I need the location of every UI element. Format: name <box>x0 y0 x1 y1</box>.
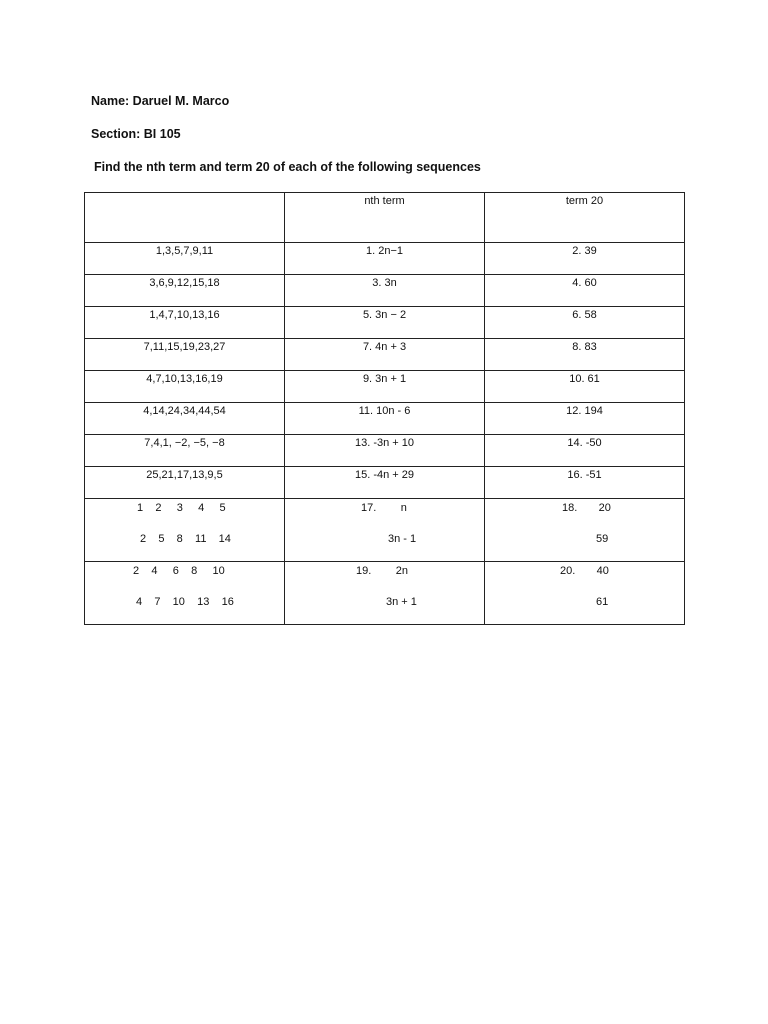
sequence-pair-cell <box>85 562 285 625</box>
term-20-bottom-line: 61 <box>596 596 609 608</box>
term-20-pair-cell <box>485 499 685 562</box>
nth-term-cell: 3. 3n <box>285 275 485 307</box>
nth-term-cell: 7. 4n + 3 <box>285 339 485 371</box>
table-row <box>85 243 685 275</box>
header-cell-term-20: term 20 <box>485 193 685 243</box>
nth-term-bottom-line: 3n + 1 <box>386 596 417 608</box>
sequence-table <box>84 192 685 625</box>
sequence-top-line: 2 4 6 8 10 <box>133 565 225 577</box>
nth-term-cell: 9. 3n + 1 <box>285 371 485 403</box>
nth-term-cell: 13. -3n + 10 <box>285 435 485 467</box>
nth-term-cell: 1. 2n−1 <box>285 243 485 275</box>
term-20-cell: 2. 39 <box>485 243 685 275</box>
sequence-cell: 7,11,15,19,23,27 <box>85 339 285 371</box>
nth-term-bottom-line: 3n - 1 <box>388 533 417 545</box>
nth-term-cell: 5. 3n − 2 <box>285 307 485 339</box>
term-20-cell: 8. 83 <box>485 339 685 371</box>
table-row <box>85 307 685 339</box>
table-header-row <box>85 193 685 243</box>
sequence-cell: 3,6,9,12,15,18 <box>85 275 285 307</box>
header-cell-nth-term: nth term <box>285 193 485 243</box>
table-row <box>85 467 685 499</box>
nth-term-pair-cell <box>285 562 485 625</box>
nth-term-cell: 11. 10n - 6 <box>285 403 485 435</box>
table-row <box>85 403 685 435</box>
term-20-top-line: 20. 40 <box>560 565 609 577</box>
sequence-cell: 1,3,5,7,9,11 <box>85 243 285 275</box>
table-row-paired <box>85 499 685 562</box>
term-20-cell: 14. -50 <box>485 435 685 467</box>
sequence-cell: 4,7,10,13,16,19 <box>85 371 285 403</box>
term-20-cell: 12. 194 <box>485 403 685 435</box>
term-20-top-line: 18. 20 <box>562 502 611 514</box>
nth-term-top-line: 19. 2n <box>356 565 408 577</box>
sequence-pair-cell <box>85 499 285 562</box>
term-20-cell: 6. 58 <box>485 307 685 339</box>
sequence-cell: 7,4,1, −2, −5, −8 <box>85 435 285 467</box>
header-cell-sequence <box>85 193 285 243</box>
sequence-cell: 1,4,7,10,13,16 <box>85 307 285 339</box>
table-row <box>85 275 685 307</box>
table-row-paired <box>85 562 685 625</box>
sequence-cell: 25,21,17,13,9,5 <box>85 467 285 499</box>
table-row <box>85 339 685 371</box>
nth-term-cell: 15. -4n + 29 <box>285 467 485 499</box>
term-20-cell: 16. -51 <box>485 467 685 499</box>
table-row <box>85 371 685 403</box>
instructions: Find the nth term and term 20 of each of the following sequences <box>94 160 481 174</box>
term-20-cell: 4. 60 <box>485 275 685 307</box>
table-row <box>85 435 685 467</box>
sequence-bottom-line: 2 5 8 11 14 <box>140 533 231 545</box>
sequence-cell: 4,14,24,34,44,54 <box>85 403 285 435</box>
term-20-cell: 10. 61 <box>485 371 685 403</box>
section-label: Section: BI 105 <box>91 127 181 141</box>
nth-term-top-line: 17. n <box>361 502 407 514</box>
sequence-top-line: 1 2 3 4 5 <box>137 502 226 514</box>
nth-term-pair-cell <box>285 499 485 562</box>
student-name: Name: Daruel M. Marco <box>91 94 230 108</box>
sequence-bottom-line: 4 7 10 13 16 <box>136 596 234 608</box>
term-20-pair-cell <box>485 562 685 625</box>
term-20-bottom-line: 59 <box>596 533 609 545</box>
